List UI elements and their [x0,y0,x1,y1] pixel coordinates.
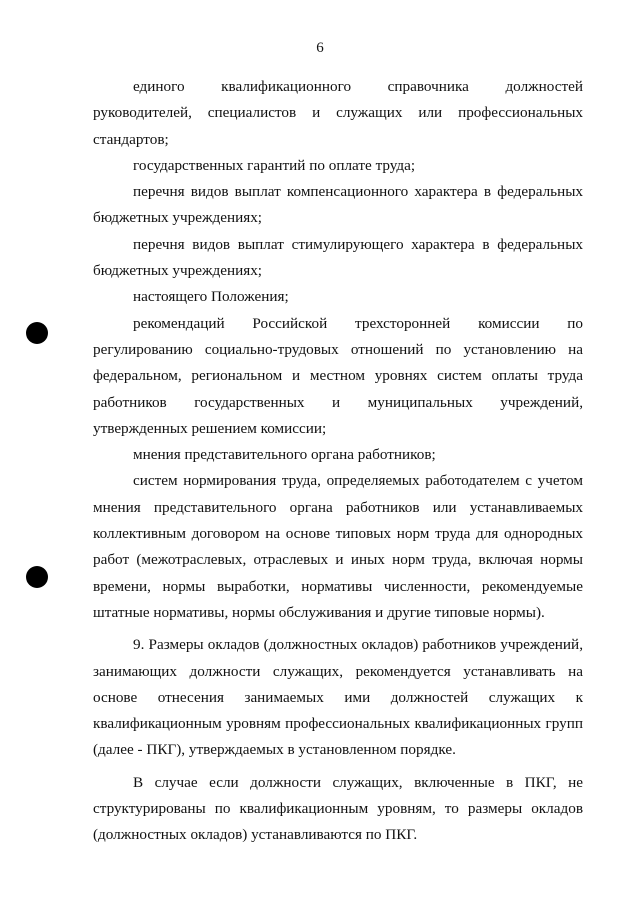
punch-hole-mark [26,322,48,344]
text-line: единого квалификационного справочника должностей [133,78,583,95]
text-line: мнения представительного органа работников; [133,446,436,464]
text-line: стандартов; [93,130,169,148]
text-line: 9. Размеры окладов (должностных окладов) работников учреждений, [133,636,583,654]
page-number: 6 [316,40,324,56]
text-line: перечня видов выплат стимулирующего характера в федеральных [133,235,583,253]
text-line: мнения представительного органа работников или устанавливаемых [93,498,583,516]
text-line: основе отнесения занимаемых ими должностей служащих к [93,688,583,706]
text-line: руководителей, специалистов и служащих или профессиональных [93,104,583,122]
text-line: бюджетных учреждениях; [93,209,263,227]
text-line: перечня видов выплат компенсационного характера в федеральных [133,183,583,201]
text-line: рекомендаций Российской трехсторонней комиссии по [133,314,583,332]
punch-hole-mark [26,566,48,588]
text-line: настоящего Положения; [133,288,289,306]
text-line: В случае если должности служащих, включенные в ПКГ, не [133,773,583,791]
text-line: федеральном, региональном и местном уровнях систем оплаты труда [93,367,583,385]
text-line: работ (межотраслевых, отраслевых и иных норм труда, включая нормы [93,551,583,569]
text-line: (должностных окладов) устанавливаются по ПКГ. [93,826,418,844]
text-line: (далее - ПКГ), утверждаемых в установленном порядке. [93,741,456,759]
text-line: занимающих должности служащих, рекомендуется устанавливать на [93,662,583,680]
text-line: утвержденных решением комиссии; [93,419,327,437]
text-line: бюджетных учреждениях; [93,262,263,280]
text-line: работников государственных и муниципальных учреждений, [93,393,583,411]
text-line: штатные нормативы, нормы обслуживания и другие типовые нормы). [93,603,545,621]
text-line: систем нормирования труда, определяемых работодателем с учетом [133,472,583,490]
text-line: времени, нормы выработки, нормативы численности, рекомендуемые [93,577,583,595]
text-line: коллективным договором на основе типовых норм труда для однородных [93,525,583,543]
document-body [93,74,583,849]
text-line: структурированы по квалификационным уровням, то размеры окладов [93,800,583,818]
text-line: квалификационным уровням профессиональных квалификационных групп [93,715,583,733]
text-line: регулированию социально-трудовых отношений по установлению на [93,340,583,358]
text-line: государственных гарантий по оплате труда; [133,156,416,174]
